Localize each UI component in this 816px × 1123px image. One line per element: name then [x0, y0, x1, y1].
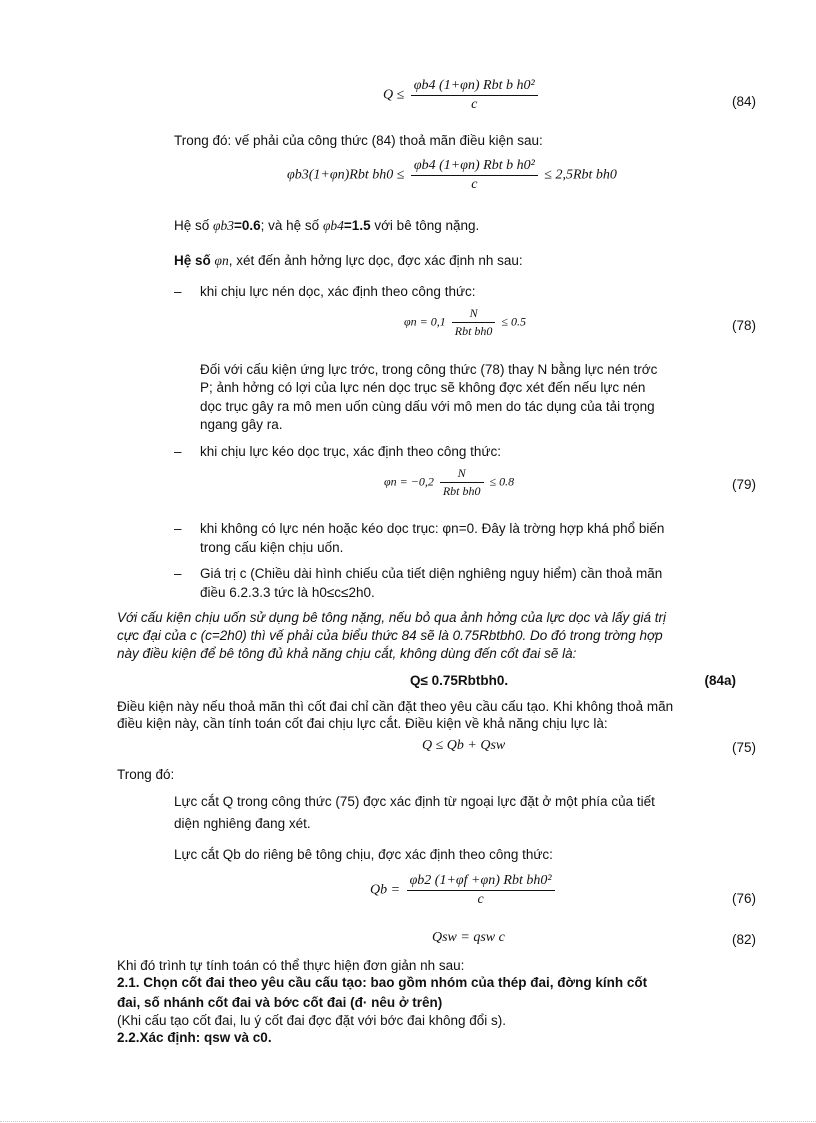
- heading-2-1-line-1: 2.1. Chọn cốt đai theo yêu cầu cấu tạo: bao gồm nhóm của thép đai, đờng kính cốt: [117, 975, 648, 990]
- eq79-lhs: φn = −0,2: [384, 474, 434, 489]
- equation-82: Qsw = qsw c: [432, 930, 505, 945]
- eq76-lhs: Qb =: [370, 882, 401, 898]
- p5-line-1: Điều kiện này nếu thoả mãn thì cốt đai chỉ cần đặt theo yêu cầu cấu tạo. Khi không thoả mãn: [117, 699, 674, 714]
- eq79-number: (79): [731, 477, 756, 492]
- eq79-rhs: ≤ 0.8: [489, 474, 515, 489]
- eq84-number: (84): [731, 94, 756, 109]
- heading-2-2: 2.2.Xác định: qsw và c0.: [117, 1030, 272, 1045]
- eq78-rhs: ≤ 0.5: [501, 314, 527, 329]
- p2-text-c: ; và hệ số: [260, 218, 323, 233]
- paragraph-6: Trong đó:: [117, 767, 175, 782]
- eq79-denominator: Rbt bh0: [442, 484, 481, 498]
- eq78-denominator: Rbt bh0: [454, 324, 493, 338]
- p5-line-2: điều kiện này, cần tính toán cốt đai chịu lực cắt. Điều kiện về khả năng chịu lực là:: [117, 716, 608, 731]
- bullet-1: khi chịu lực nén dọc, xác định theo công thức:: [200, 284, 476, 299]
- ineq-numerator: φb4 (1+φn) Rbt b h0²: [411, 158, 538, 176]
- page-bottom-border: [0, 1121, 816, 1122]
- p4-line-2: P; ảnh hởng có lợi của lực nén dọc trục sẽ không đợc xét đến nếu lực nén: [200, 380, 646, 395]
- eq84-denominator: c: [471, 97, 478, 112]
- inequality: [287, 158, 617, 193]
- eq84-numerator: φb4 (1+φn) Rbt b h0²: [411, 78, 538, 96]
- ineq-left: φb3(1+φn)Rbt bh0 ≤: [287, 167, 405, 183]
- italic-line-1: Với cấu kiện chịu uốn sử dụng bê tông nặng, nếu bỏ qua ảnh hởng của lực dọc và lấy giá trị: [117, 610, 667, 625]
- eq76-numerator: φb2 (1+φf +φn) Rbt bh0²: [407, 873, 555, 891]
- phi-b3: φb3: [213, 218, 234, 233]
- paragraph-8: Lực cắt Qb do riêng bê tông chịu, đợc xác định theo công thức:: [174, 847, 553, 862]
- bullet-3-line-1: khi không có lực nén hoặc kéo dọc trục: φn=0. Đây là trờng hợp khá phổ biến: [200, 521, 665, 536]
- p4-line-3: dọc trục gây ra mô men uốn cùng dấu với mô men do tác dụng của tải trọng: [200, 399, 655, 414]
- bullet-3-line-2: trong cấu kiện chịu uốn.: [200, 540, 344, 555]
- p3-text-a: Hệ số: [174, 253, 215, 268]
- p2-text-a: Hệ số: [174, 218, 214, 233]
- equation-79: [384, 466, 514, 499]
- phi-b4: φb4: [322, 218, 344, 233]
- p2-value-b4: =1.5: [343, 218, 371, 233]
- eq76-number: (76): [731, 891, 756, 906]
- italic-line-2: cực đại của c (c=2h0) thì vế phải của biểu thức 84 sẽ là 0.75Rbtbh0. Do đó trong trờng hợp: [117, 628, 663, 643]
- equation-84: [383, 78, 541, 113]
- eq78-lhs: φn = 0,1: [404, 314, 446, 329]
- eq84-lhs: Q ≤: [383, 87, 405, 103]
- p4-line-1: Đối với cấu kiện ứng lực trớc, trong công thức (78) thay N bằng lực nén trớc: [200, 362, 658, 377]
- equation-78: [404, 306, 526, 339]
- eq75-number: (75): [731, 740, 756, 755]
- eq78-number: (78): [731, 318, 756, 333]
- p4-line-4: ngang gây ra.: [200, 417, 283, 432]
- dash-bullet: –: [174, 444, 182, 459]
- dash-bullet: –: [174, 284, 182, 299]
- paragraph-3: [174, 252, 523, 269]
- bullet-4-line-1: Giá trị c (Chiều dài hình chiếu của tiết diện nghiêng nguy hiểm) cần thoả mãn: [200, 566, 663, 581]
- eq76-denominator: c: [477, 892, 484, 907]
- eq78-numerator: N: [452, 306, 496, 323]
- equation-84a: Q≤ 0.75Rbtbh0.: [410, 673, 509, 688]
- p7-line-2: diện nghiêng đang xét.: [174, 816, 311, 831]
- eq82-number: (82): [731, 932, 756, 947]
- p2-text-e: với bê tông nặng.: [370, 218, 480, 233]
- paragraph-10: (Khi cấu tạo cốt đai, lu ý cốt đai đợc đặt với bớc đai không đổi s).: [117, 1013, 507, 1028]
- dash-bullet: –: [174, 566, 182, 581]
- bullet-4-line-2: điều 6.2.3.3 tức là h0≤c≤2h0.: [200, 585, 375, 600]
- dash-bullet: –: [174, 521, 182, 536]
- ineq-denominator: c: [471, 177, 478, 192]
- p2-value-b3: =0.6: [234, 218, 261, 233]
- p3-text-b: , xét đến ảnh hởng lực dọc, đợc xác định nh sau:: [228, 253, 523, 268]
- eq79-numerator: N: [440, 466, 484, 483]
- italic-line-3: này điều kiện để bê tông đủ khả năng chịu cắt, không dùng đến cốt đai sẽ là:: [117, 646, 577, 661]
- paragraph-2: [174, 217, 479, 234]
- bullet-2: khi chịu lực kéo dọc trục, xác định theo công thức:: [200, 444, 501, 459]
- ineq-right: ≤ 2,5Rbt bh0: [544, 167, 617, 183]
- paragraph-9: Khi đó trình tự tính toán có thể thực hiện đơn giản nh sau:: [117, 958, 465, 973]
- heading-2-1-line-2: đai, số nhánh cốt đai và bớc cốt đai (đ· nêu ở trên): [117, 995, 443, 1010]
- paragraph-1: Trong đó: vế phải của công thức (84) thoả mãn điều kiện sau:: [174, 133, 543, 148]
- eq84a-number: (84a): [704, 673, 736, 688]
- equation-76: [370, 873, 558, 908]
- equation-75: Q ≤ Qb + Qsw: [422, 738, 506, 753]
- phi-n: φn: [214, 253, 229, 268]
- p7-line-1: Lực cắt Q trong công thức (75) đợc xác định từ ngoại lực đặt ở một phía của tiết: [174, 794, 655, 809]
